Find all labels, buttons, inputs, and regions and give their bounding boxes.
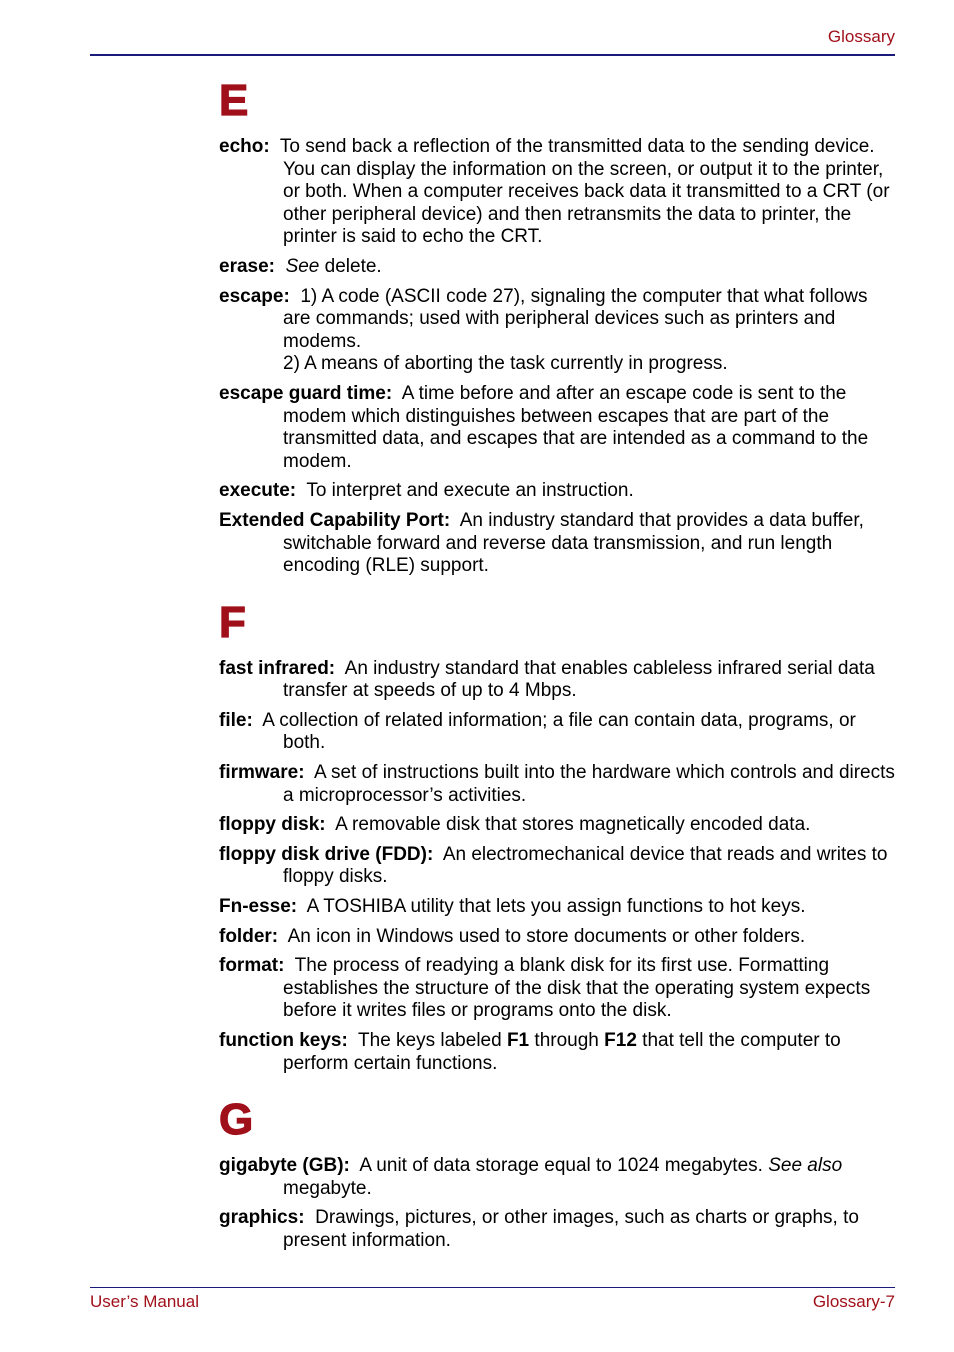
- term: function keys:: [219, 1030, 348, 1051]
- definition: that tell the computer to perform certain functions.: [283, 1030, 841, 1074]
- section-g: [219, 1097, 895, 1252]
- definition: The process of readying a blank disk for its first use. Formatting establishes the structure of the disk that the operating system expects before it writes files or programs onto the disk.: [283, 955, 871, 1022]
- section-letter: E: [219, 76, 249, 125]
- glossary-entry-ecp: [219, 510, 895, 578]
- running-header: Glossary: [827, 27, 895, 46]
- glossary-entry-format: [219, 955, 895, 1023]
- section-f: [219, 597, 895, 1076]
- definition: To interpret and execute an instruction.: [306, 480, 634, 502]
- term: Extended Capability Port:: [219, 509, 451, 531]
- key-label-f1: F1: [506, 1030, 530, 1051]
- definition: An industry standard that enables cableless infrared serial data transfer at speeds of up to 4 Mbps.: [283, 657, 875, 702]
- see-reference: See: [285, 255, 320, 277]
- definition: delete.: [319, 255, 382, 277]
- page-number: Glossary-7: [812, 1292, 895, 1311]
- glossary-entry-erase: [219, 256, 895, 279]
- glossary-entry-floppy-disk: [219, 814, 895, 837]
- term: escape guard time:: [219, 382, 393, 404]
- section-letter: G: [219, 1095, 254, 1145]
- definition: through: [529, 1030, 605, 1051]
- glossary-entry-execute: [219, 480, 895, 503]
- term: execute:: [219, 480, 297, 502]
- definition: An electromechanical device that reads and writes to floppy disks.: [283, 843, 888, 888]
- definition: 1) A code (ASCII code 27), signaling the computer that what follows are commands; used with peripheral devices such as printers and modems.: [283, 285, 868, 352]
- section-e: [219, 78, 895, 578]
- definition: A TOSHIBA utility that lets you assign functions to hot keys.: [306, 896, 806, 918]
- definition: The keys labeled: [358, 1030, 507, 1051]
- term: Fn-esse:: [219, 896, 298, 918]
- term: erase:: [219, 255, 275, 277]
- term: fast infrared:: [219, 657, 336, 679]
- definition: A removable disk that stores magnetically encoded data.: [335, 814, 811, 836]
- definition: An industry standard that provides a data buffer, switchable forward and reverse data transmission, and run length encoding (RLE) support.: [283, 509, 864, 577]
- definition: A set of instructions built into the hardware which controls and directs a microprocessor’s activities.: [283, 762, 895, 806]
- term: folder:: [219, 925, 279, 947]
- term: floppy disk:: [219, 814, 326, 836]
- glossary-entry-firmware: [219, 762, 895, 807]
- glossary-entry-function-keys: [219, 1030, 895, 1075]
- term: format:: [219, 955, 285, 977]
- term: firmware:: [219, 762, 305, 784]
- definition: To send back a reflection of the transmitted data to the sending device. You can display the information on the screen, or output it to the printer, or both. When a computer receives back data it transmitted to a CRT (or other peripheral device) and then retransmits the data to printer, the printer is said to echo the CRT.: [279, 136, 890, 248]
- glossary-entry-folder: [219, 926, 895, 949]
- glossary-entry-echo: [219, 136, 895, 249]
- definition: A unit of data storage equal to 1024 megabytes.: [359, 1155, 769, 1177]
- definition-2: 2) A means of aborting the task currently in progress.: [283, 353, 728, 375]
- term: file:: [219, 709, 253, 731]
- term: gigabyte (GB):: [219, 1155, 350, 1177]
- footer-rule: [90, 1287, 895, 1288]
- see-also-reference: See also: [768, 1155, 843, 1177]
- key-label-f12: F12: [604, 1030, 637, 1051]
- definition: A time before and after an escape code is sent to the modem which distinguishes between escapes that are part of the transmitted data, and escapes that are intended as a command to the modem.: [283, 382, 869, 472]
- header-rule: [90, 54, 895, 56]
- glossary-entry-floppy-disk-drive: [219, 844, 895, 889]
- glossary-entry-escape: [219, 286, 895, 376]
- footer-manual-title: User’s Manual: [90, 1292, 199, 1311]
- term: graphics:: [219, 1207, 305, 1229]
- term: escape:: [219, 285, 290, 307]
- glossary-entry-gigabyte: [219, 1155, 895, 1200]
- glossary-entry-file: [219, 710, 895, 755]
- glossary-entry-fn-esse: [219, 896, 895, 919]
- glossary-content: [219, 78, 895, 1275]
- term: floppy disk drive (FDD):: [219, 843, 434, 865]
- section-letter: F: [219, 597, 246, 647]
- definition: Drawings, pictures, or other images, such as charts or graphs, to present information.: [283, 1207, 859, 1251]
- glossary-entry-fast-infrared: [219, 658, 895, 703]
- glossary-entry-graphics: [219, 1207, 895, 1252]
- term: echo:: [219, 136, 270, 157]
- definition: A collection of related information; a file can contain data, programs, or both.: [262, 709, 856, 754]
- definition: megabyte.: [283, 1177, 372, 1199]
- definition: An icon in Windows used to store documents or other folders.: [287, 925, 806, 947]
- glossary-entry-escape-guard-time: [219, 383, 895, 473]
